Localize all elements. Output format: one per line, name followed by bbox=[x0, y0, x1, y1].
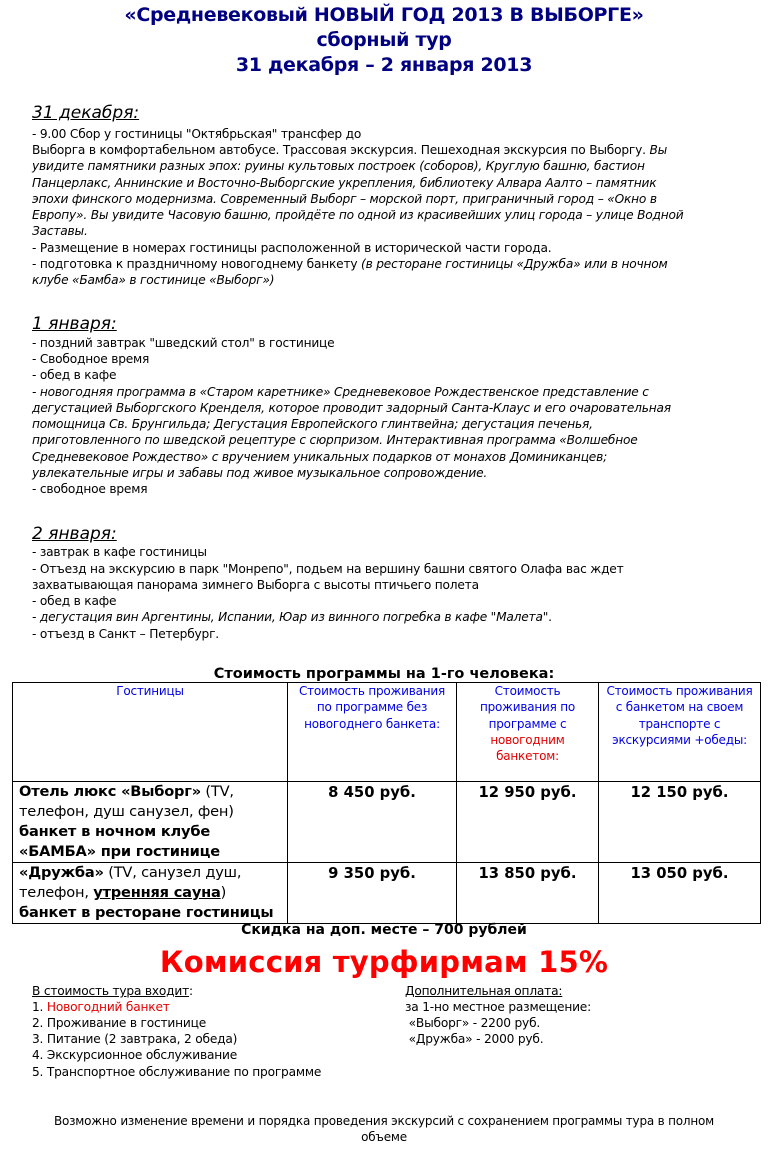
itinerary-line: - завтрак в кафе гостиницы bbox=[32, 545, 207, 559]
itinerary-line: - свободное время bbox=[32, 482, 148, 496]
extra-payment-line: за 1-но местное размещение: bbox=[405, 1000, 592, 1014]
included-item bbox=[32, 1015, 206, 1031]
itinerary-line: захватывающая панорама зимнего Выборга с высоты птичьего полета bbox=[32, 578, 479, 592]
itinerary-line: клубе «Бамба» в гостинице «Выборг») bbox=[32, 273, 275, 287]
itinerary-line: - Размещение в номерах гостиницы расположенной в исторической части города. bbox=[32, 241, 552, 255]
itinerary-line bbox=[32, 609, 552, 625]
line-part: Выборга в комфортабельном автобусе. Трассовая экскурсия. Пешеходная экскурсия по Выборгу. bbox=[32, 143, 650, 157]
item-number: 5. bbox=[32, 1065, 47, 1079]
table-row bbox=[13, 863, 761, 924]
item-number: 1. bbox=[32, 1000, 47, 1014]
item-text: Питание (2 завтрака, 2 обеда) bbox=[46, 1032, 238, 1046]
itinerary-line: Панцерлакс, Аннинские и Восточно-Выборгские укрепления, библиотеку Алвара Аалто – памятник bbox=[32, 176, 657, 190]
header-hotels: Гостиницы bbox=[13, 683, 288, 782]
itinerary-line: - Отъезд на экскурсию в парк "Монрепо", подьем на вершину башни святого Олафа вас ждет bbox=[32, 562, 624, 576]
price-no-banquet: 8 450 руб. bbox=[288, 782, 457, 863]
tour-dates: 31 декабря – 2 января 2013 bbox=[235, 54, 533, 76]
itinerary-line: - обед в кафе bbox=[32, 368, 117, 382]
line-part: - дегустация вин Аргентины, Испании, Юар из винного погребка в кафе "Малета" bbox=[32, 610, 549, 624]
day-heading-jan1: 1 января: bbox=[32, 314, 117, 334]
itinerary-line bbox=[32, 256, 668, 272]
item-text: Проживание в гостинице bbox=[46, 1016, 206, 1030]
price-own-transport: 12 150 руб. bbox=[599, 782, 761, 863]
hotel-amenities: (TV, санузел душ, телефон, bbox=[19, 864, 242, 901]
included-heading bbox=[32, 983, 193, 999]
itinerary-line: увидите памятники разных эпох: руины культовых построек (соборов), Круглую башню, бастион bbox=[32, 159, 645, 173]
hotel-amenity-highlight: утренняя сауна bbox=[93, 884, 221, 901]
line-part: - подготовка к праздничному новогоднему банкету bbox=[32, 257, 362, 271]
item-text: Экскурсионное обслуживание bbox=[46, 1048, 238, 1062]
item-number: 3. bbox=[32, 1032, 47, 1046]
hotel-amenities: ) bbox=[220, 884, 227, 901]
header-no-banquet: Стоимость проживания по программе без новогоднего банкета: bbox=[288, 683, 457, 782]
hotel-cell bbox=[13, 782, 288, 863]
itinerary-line: увлекательные игры и забавы под живое музыкальное сопровождение. bbox=[32, 466, 488, 480]
item-text: Транспортное обслуживание по программе bbox=[46, 1065, 322, 1079]
included-heading-text: В стоимость тура входит bbox=[32, 984, 190, 998]
included-item bbox=[32, 1064, 321, 1080]
agency-commission: Комиссия турфирмам 15% bbox=[159, 945, 609, 979]
itinerary-line: Заставы. bbox=[32, 224, 88, 238]
itinerary-line: - новогодняя программа в «Старом каретнике» Средневековое Рождественское представление с bbox=[32, 385, 649, 399]
itinerary-line: приготовленного по шведской рецептуре с сюрпризом. Интерактивная программа «Волшебное bbox=[32, 433, 638, 447]
included-item bbox=[32, 1031, 237, 1047]
footer-note: Возможно изменение времени и порядка проведения экскурсий с сохранением программы тура в полном объеме bbox=[53, 1114, 715, 1144]
price-with-banquet: 12 950 руб. bbox=[457, 782, 599, 863]
table-row bbox=[13, 782, 761, 863]
banquet-info: банкет в ресторане гостиницы bbox=[19, 904, 274, 921]
extra-payment-heading: Дополнительная оплата: bbox=[405, 984, 563, 998]
item-text-highlight: Новогодний банкет bbox=[46, 1000, 170, 1014]
day-heading-dec31: 31 декабря: bbox=[32, 103, 140, 123]
price-table-title: Стоимость программы на 1-го человека: bbox=[213, 666, 555, 682]
header-with-banquet bbox=[457, 683, 599, 782]
itinerary-line: эпохи финского модернизма. Современный Выборг – морской порт, приграничный город – «Окно в bbox=[32, 192, 657, 206]
hotel-amenities: (TV, телефон, душ санузел, фен) bbox=[19, 783, 234, 820]
price-with-banquet: 13 850 руб. bbox=[457, 863, 599, 924]
itinerary-line: - отъезд в Санкт – Петербург. bbox=[32, 627, 219, 641]
item-number: 4. bbox=[32, 1048, 47, 1062]
item-number: 2. bbox=[32, 1016, 47, 1030]
price-table bbox=[12, 682, 761, 924]
price-own-transport: 13 050 руб. bbox=[599, 863, 761, 924]
day-heading-jan2: 2 января: bbox=[32, 524, 117, 544]
header-text-highlight: новогодним банкетом: bbox=[490, 732, 565, 764]
extra-payment-line: «Выборг» - 2200 руб. bbox=[405, 1016, 541, 1030]
price-no-banquet: 9 350 руб. bbox=[288, 863, 457, 924]
itinerary-line: - 9.00 Сбор у гостиницы "Октябрьская" трансфер до bbox=[32, 127, 362, 141]
table-header-row bbox=[13, 683, 761, 782]
header-own-transport: Стоимость проживания с банкетом на своем транспорте с экскурсиями +обеды: bbox=[599, 683, 761, 782]
itinerary-line: - обед в кафе bbox=[32, 594, 117, 608]
tour-type: сборный тур bbox=[316, 29, 452, 51]
itinerary-line: дегустацией Выборгского Кренделя, которое проводит задорный Санта-Клаус и его очаровательная bbox=[32, 401, 671, 415]
itinerary-line: Европу». Вы увидите Часовую башню, пройдёте по одной из красивейших улиц города – улице Водной bbox=[32, 208, 684, 222]
line-part: Вы bbox=[649, 143, 668, 157]
line-part: (в ресторане гостиницы «Дружба» или в ночном bbox=[361, 257, 668, 271]
itinerary-line bbox=[32, 142, 667, 158]
document-title: «Средневековый НОВЫЙ ГОД 2013 В ВЫБОРГЕ» bbox=[124, 4, 644, 26]
banquet-info: банкет в ночном клубе «БАМБА» при гостинице bbox=[19, 823, 220, 860]
itinerary-line: помощница Св. Брунгильда; Дегустация Европейского глинтвейна; дегустация печенья, bbox=[32, 417, 593, 431]
extra-payment-line: «Дружба» - 2000 руб. bbox=[405, 1032, 544, 1046]
hotel-cell bbox=[13, 863, 288, 924]
hotel-name: «Дружба» bbox=[19, 864, 104, 881]
hotel-name: Отель люкс «Выборг» bbox=[19, 783, 201, 800]
line-part: . bbox=[548, 610, 552, 624]
included-item bbox=[32, 1047, 237, 1063]
itinerary-line: - Свободное время bbox=[32, 352, 150, 366]
included-item bbox=[32, 999, 170, 1015]
itinerary-line: Средневековое Рождество» с вручением уникальных подарков от монахов Доминиканцев; bbox=[32, 450, 607, 464]
itinerary-line: - поздний завтрак "шведский стол" в гостинице bbox=[32, 336, 335, 350]
header-text: Стоимость проживания по программе с bbox=[479, 684, 576, 731]
colon: : bbox=[189, 984, 193, 998]
extra-bed-discount: Скидка на доп. месте – 700 рублей bbox=[241, 922, 527, 938]
